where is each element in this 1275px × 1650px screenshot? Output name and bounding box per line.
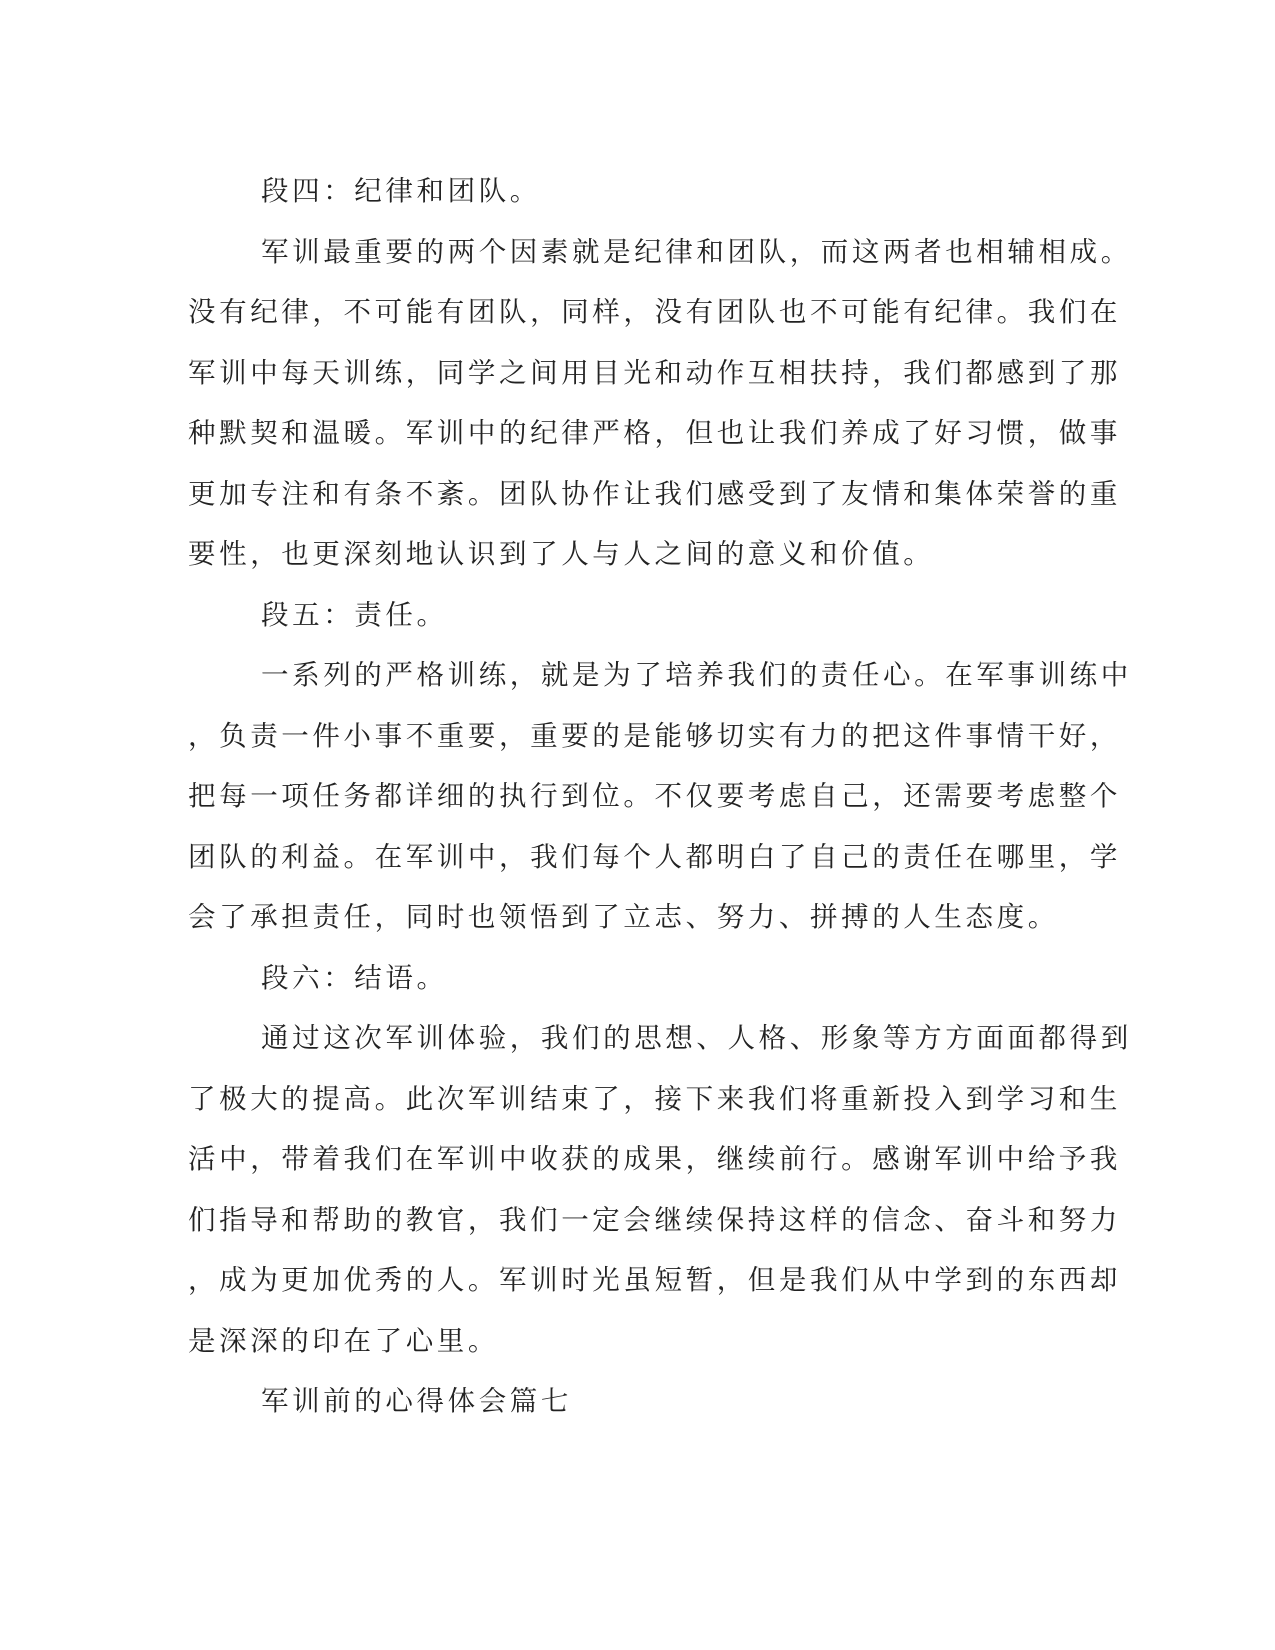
paragraph-line: ，负责一件小事不重要，重要的是能够切实有力的把这件事情干好，	[188, 719, 1121, 752]
paragraph-line: 没有纪律，不可能有团队，同样，没有团队也不可能有纪律。我们在	[188, 296, 1121, 328]
paragraph-line: 军训最重要的两个因素就是纪律和团队，而这两者也相辅相成。	[261, 235, 1132, 268]
paragraph-line: 种默契和温暖。军训中的纪律严格，但也让我们养成了好习惯，做事	[188, 417, 1121, 449]
paragraph-line: ，成为更加优秀的人。军训时光虽短暂，但是我们从中学到的东西却	[188, 1264, 1121, 1296]
paragraph-line: 更加专注和有条不紊。团队协作让我们感受到了友情和集体荣誉的重	[188, 477, 1121, 510]
paragraph-line: 是深深的印在了心里。	[188, 1324, 499, 1357]
paragraph-line: 活中，带着我们在军训中收获的成果，继续前行。感谢军训中给予我	[188, 1143, 1121, 1175]
paragraph-line: 团队的利益。在军训中，我们每个人都明白了自己的责任在哪里，学	[188, 840, 1121, 873]
paragraph-line: 了极大的提高。此次军训结束了，接下来我们将重新投入到学习和生	[188, 1082, 1121, 1115]
paragraph-line: 军训中每天训练，同学之间用目光和动作互相扶持，我们都感到了那	[188, 356, 1121, 389]
article-title: 军训前的心得体会篇七	[261, 1385, 572, 1417]
section-heading: 段六：结语。	[261, 961, 448, 994]
paragraph-line: 们指导和帮助的教官，我们一定会继续保持这样的信念、奋斗和努力	[188, 1203, 1121, 1236]
document-body	[188, 161, 1132, 1432]
paragraph-line: 通过这次军训体验，我们的思想、人格、形象等方方面面都得到	[261, 1022, 1132, 1054]
paragraph-line: 一系列的严格训练，就是为了培养我们的责任心。在军事训练中	[261, 659, 1132, 691]
paragraph-line: 要性，也更深刻地认识到了人与人之间的意义和价值。	[188, 538, 935, 570]
paragraph-line: 把每一项任务都详细的执行到位。不仅要考虑自己，还需要考虑整个	[188, 780, 1121, 812]
section-heading: 段五：责任。	[261, 598, 448, 631]
section-heading: 段四：纪律和团队。	[261, 175, 541, 207]
paragraph-line: 会了承担责任，同时也领悟到了立志、努力、拼搏的人生态度。	[188, 901, 1059, 933]
